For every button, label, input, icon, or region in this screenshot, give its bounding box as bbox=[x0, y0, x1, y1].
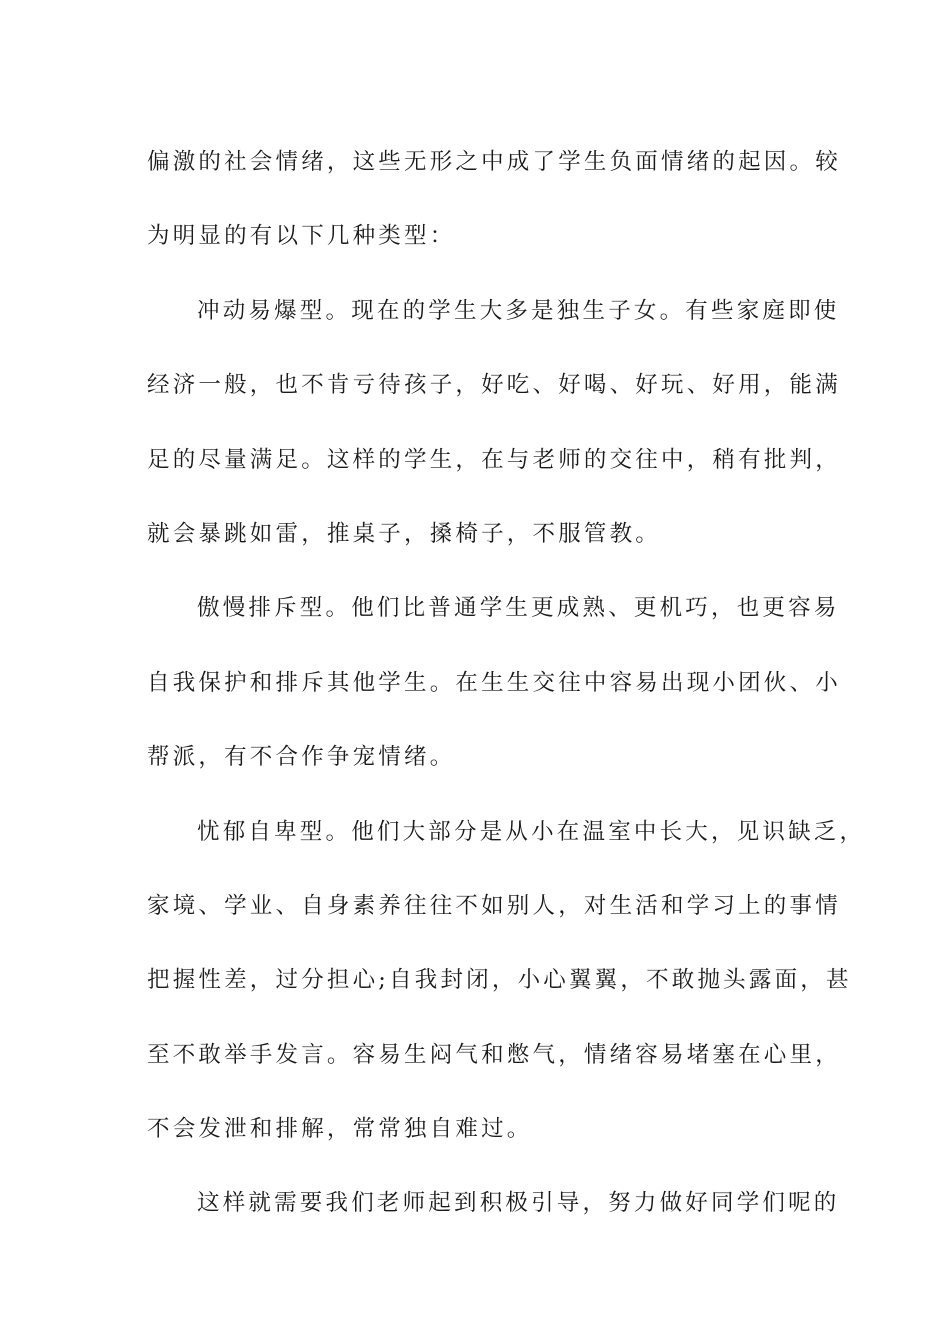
text-line: 至不敢举手发言。容易生闷气和憋气，情绪容易堵塞在心里， bbox=[147, 1041, 841, 1068]
paragraph-start-line: 忧郁自卑型。他们大部分是从小在温室中长大，见识缺乏， bbox=[197, 818, 866, 845]
text-line: 为明显的有以下几种类型： bbox=[147, 223, 456, 250]
text-line: 家境、学业、自身素养往往不如别人，对生活和学习上的事情 bbox=[147, 892, 841, 919]
document-body bbox=[147, 125, 866, 1241]
paragraph-start-line: 这样就需要我们老师起到积极引导，努力做好同学们呢的 bbox=[197, 1190, 840, 1217]
text-line: 不会发泄和排解，常常独自难过。 bbox=[147, 1116, 533, 1143]
text-line: 自我保护和排斥其他学生。在生生交往中容易出现小团伙、小 bbox=[147, 669, 841, 696]
text-line: 把握性差，过分担心;自我封闭，小心翼翼，不敢抛头露面，甚 bbox=[147, 967, 852, 994]
text-line: 就会暴跳如雷，推桌子，搡椅子，不服管教。 bbox=[147, 520, 662, 547]
text-line: 帮派，有不合作争宠情绪。 bbox=[147, 744, 456, 771]
text-line: 经济一般，也不肯亏待孩子，好吃、好喝、好玩、好用，能满 bbox=[147, 372, 841, 399]
paragraph-start-line: 傲慢排斥型。他们比普通学生更成熟、更机巧，也更容易 bbox=[197, 595, 840, 622]
paragraph-start-line: 冲动易爆型。现在的学生大多是独生子女。有些家庭即使 bbox=[197, 297, 840, 324]
text-line: 足的尽量满足。这样的学生，在与老师的交往中，稍有批判， bbox=[147, 446, 841, 473]
text-line: 偏激的社会情绪，这些无形之中成了学生负面情绪的起因。较 bbox=[147, 149, 841, 175]
